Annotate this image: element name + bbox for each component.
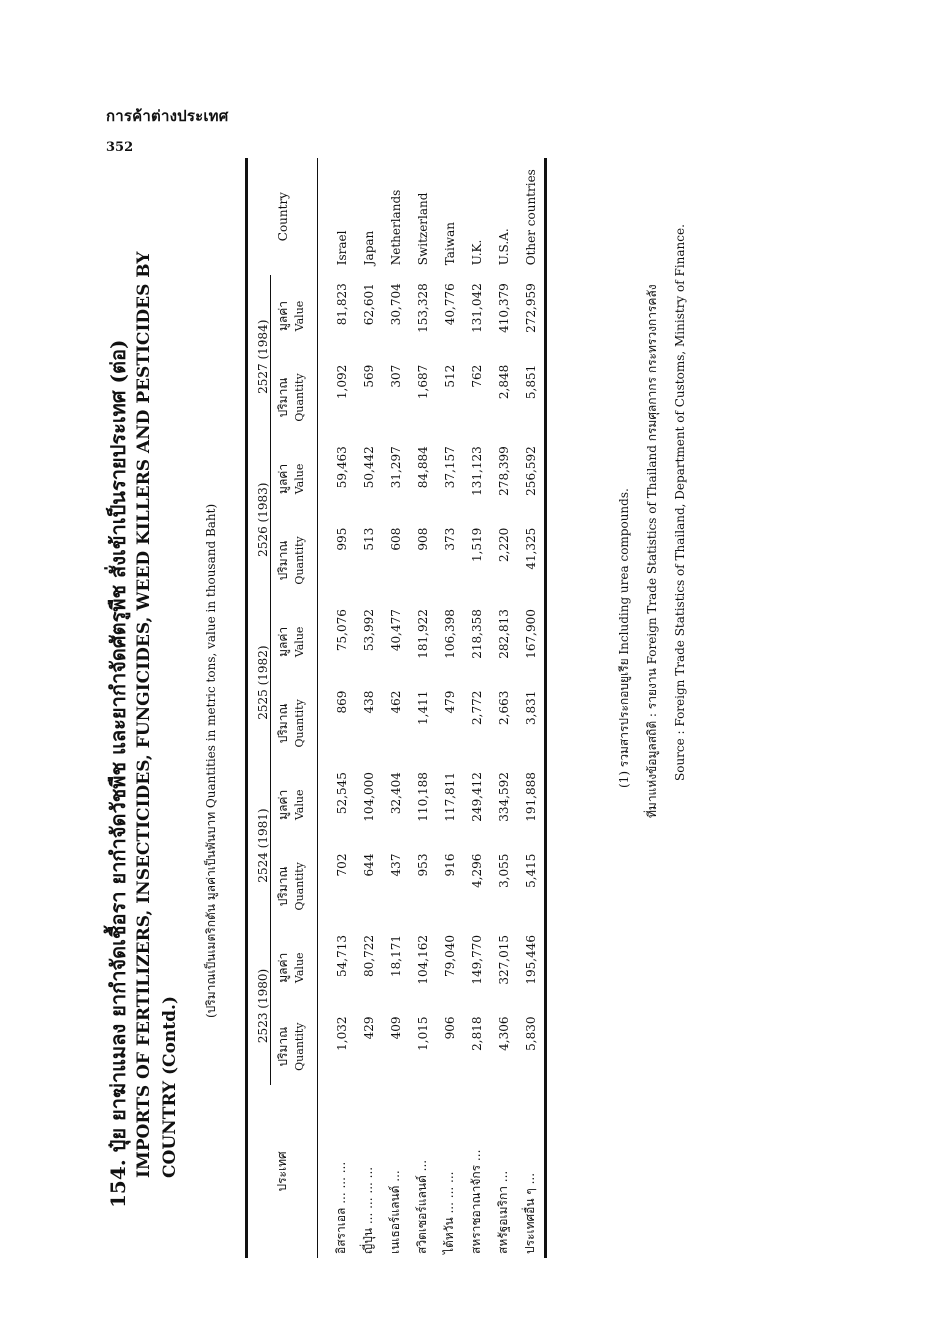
header-quantity-th: ปริมาณ xyxy=(276,540,290,581)
quantity-cell: 1,032 xyxy=(334,1016,349,1051)
quantity-cell: 569 xyxy=(361,364,376,388)
header-value-en: Value xyxy=(293,764,318,845)
quantity-cell: 41,325 xyxy=(523,527,538,570)
quantity-cell: 5,830 xyxy=(523,1016,538,1051)
quantity-cell: 512 xyxy=(442,364,457,388)
value-cell: 327,015 xyxy=(496,935,511,985)
table-row xyxy=(355,158,382,1258)
value-cell: 131,123 xyxy=(469,446,484,496)
quantity-cell: 702 xyxy=(334,853,349,877)
quantity-cell: 995 xyxy=(334,527,349,551)
header-value-th: มูลค่า xyxy=(276,952,290,983)
value-cell: 249,412 xyxy=(469,772,484,822)
value-cell: 79,040 xyxy=(442,935,457,978)
value-cell: 110,188 xyxy=(415,772,430,822)
quantity-cell: 608 xyxy=(388,527,403,551)
quantity-cell: 5,415 xyxy=(523,853,538,888)
quantity-cell: 762 xyxy=(469,364,484,388)
value-cell: 53,992 xyxy=(361,609,376,652)
country-name-th: สวิตเซอร์แลนด์ ... xyxy=(415,1159,429,1254)
country-name-th: เนเธอร์แลนด์ ... xyxy=(388,1170,402,1254)
value-cell: 37,157 xyxy=(442,446,457,489)
country-name-th: ประเทศอื่น ๆ ... xyxy=(523,1172,537,1254)
value-cell: 278,399 xyxy=(496,446,511,496)
quantity-cell: 1,519 xyxy=(469,527,484,563)
quantity-cell: 2,848 xyxy=(496,364,511,400)
quantity-cell: 1,687 xyxy=(415,364,430,400)
value-cell: 191,888 xyxy=(523,772,538,822)
header-quantity-th: ปริมาณ xyxy=(276,377,290,418)
header-quantity-th: ปริมาณ xyxy=(276,866,290,907)
value-cell: 30,704 xyxy=(388,283,403,326)
rotated-table-page xyxy=(90,148,830,1268)
value-cell: 149,770 xyxy=(469,935,484,985)
country-name-en: Netherlands xyxy=(388,189,403,266)
table-row xyxy=(490,158,517,1258)
quantity-cell: 438 xyxy=(361,690,376,714)
table-row xyxy=(328,158,355,1258)
quantity-cell: 916 xyxy=(442,853,457,877)
value-cell: 104,000 xyxy=(361,772,376,822)
quantity-cell: 437 xyxy=(388,853,403,877)
country-name-en: Israel xyxy=(334,230,349,266)
value-cell: 218,358 xyxy=(469,609,484,659)
header-value-en: Value xyxy=(293,601,318,682)
header-quantity-en: Quantity xyxy=(293,846,318,927)
quantity-cell: 1,411 xyxy=(415,690,430,725)
country-name-en: Taiwan xyxy=(442,222,457,266)
header-country-th: ประเทศ xyxy=(247,1085,318,1258)
value-cell: 256,592 xyxy=(523,446,538,496)
header-value-th: มูลค่า xyxy=(276,300,290,332)
quantity-cell: 3,055 xyxy=(496,853,511,888)
table-row xyxy=(382,158,409,1258)
value-cell: 106,398 xyxy=(442,609,457,659)
footnote: (1) รวมสารประกอบยูเรีย Including urea compounds. xyxy=(617,488,631,788)
value-cell: 59,463 xyxy=(334,446,349,489)
value-cell: 81,823 xyxy=(334,283,349,326)
value-cell: 52,545 xyxy=(334,772,349,815)
country-name-en: Japan xyxy=(361,230,376,266)
quantity-cell: 373 xyxy=(442,527,457,551)
country-name-en: Other countries xyxy=(523,169,538,266)
table-row xyxy=(436,158,463,1258)
running-head: การค้าต่างประเทศ xyxy=(106,107,229,125)
value-cell: 195,446 xyxy=(523,935,538,985)
header-year: 2527 (1984) xyxy=(247,275,271,438)
value-cell: 272,959 xyxy=(523,283,538,333)
header-value-th: มูลค่า xyxy=(276,626,290,657)
value-cell: 62,601 xyxy=(361,283,376,326)
header-year: 2526 (1983) xyxy=(247,438,271,601)
header-quantity-en: Quantity xyxy=(293,357,318,438)
value-cell: 282,813 xyxy=(496,609,511,659)
country-name-th: ไต้หวัน ... ... ... xyxy=(442,1171,456,1254)
value-cell: 18,171 xyxy=(388,935,403,978)
value-cell: 167,900 xyxy=(523,609,538,659)
value-cell: 80,722 xyxy=(361,935,376,978)
header-value-en: Value xyxy=(293,927,318,1008)
header-year: 2525 (1982) xyxy=(247,601,271,764)
quantity-cell: 869 xyxy=(334,690,349,714)
header-value-th: มูลค่า xyxy=(276,463,290,494)
value-cell: 410,379 xyxy=(496,283,511,333)
value-cell: 153,328 xyxy=(415,283,430,333)
unit-note: (ปริมาณเป็นเมตริกตัน มูลค่าเป็นพันบาท Quantities in metric tons, value in thousand Baht) xyxy=(204,503,218,1018)
quantity-cell: 3,831 xyxy=(523,690,538,725)
header-quantity-th: ปริมาณ xyxy=(276,703,290,744)
title-english-line1: IMPORTS OF FERTILIZERS, INSECTICIDES, FUNGICIDES, WEED KILLERS AND PESTICIDES BY xyxy=(134,251,154,1178)
country-name-th: สหราชอาณาจักร ... xyxy=(469,1149,483,1254)
country-name-th: สหรัฐอเมริกา ... xyxy=(496,1170,510,1254)
header-quantity-en: Quantity xyxy=(293,683,318,764)
header-value-th: มูลค่า xyxy=(276,789,290,820)
header-value-en: Value xyxy=(293,275,318,356)
value-cell: 84,884 xyxy=(415,446,430,489)
quantity-cell: 4,296 xyxy=(469,853,484,888)
quantity-cell: 2,220 xyxy=(496,527,511,563)
country-name-en: U.K. xyxy=(469,239,484,266)
table-title xyxy=(105,148,183,1208)
country-name-en: Switzerland xyxy=(415,192,430,266)
value-cell: 32,404 xyxy=(388,772,403,815)
source-thai: ที่มาแห่งข้อมูลสถิติ : รายงาน Foreign Trade Statistics of Thailand กรมศุลกากร กระทรวงการคลัง xyxy=(645,284,659,818)
quantity-cell: 2,772 xyxy=(469,690,484,725)
value-cell: 50,442 xyxy=(361,446,376,489)
page-number: 352 xyxy=(106,140,134,155)
title-thai: 154. ปุ๋ย ยาฆ่าแมลง ยากำจัดเชื้อรา ยากำจัดวัชพืช และยากำจัดศัตรูพืช สั่งเข้าเป็นรายประเทศ (ต่อ) xyxy=(106,339,130,1208)
table-row xyxy=(463,158,490,1258)
header-year: 2523 (1980) xyxy=(247,927,271,1085)
quantity-cell: 2,663 xyxy=(496,690,511,725)
value-cell: 31,297 xyxy=(388,446,403,489)
quantity-cell: 409 xyxy=(388,1016,403,1040)
quantity-cell: 644 xyxy=(361,853,376,877)
header-year: 2524 (1981) xyxy=(247,764,271,927)
header-country-en: Country xyxy=(247,158,318,275)
value-cell: 54,713 xyxy=(334,935,349,978)
value-cell: 131,042 xyxy=(469,283,484,333)
quantity-cell: 908 xyxy=(415,527,430,551)
imports-table xyxy=(245,158,557,1258)
header-quantity-en: Quantity xyxy=(293,520,318,601)
table-row xyxy=(409,158,436,1258)
quantity-cell: 462 xyxy=(388,690,403,714)
value-cell: 40,776 xyxy=(442,283,457,326)
quantity-cell: 1,015 xyxy=(415,1016,430,1051)
country-name-th: อิสราเอล ... ... ... xyxy=(334,1161,348,1254)
header-year-row xyxy=(247,158,271,1258)
quantity-cell: 479 xyxy=(442,690,457,714)
value-cell: 117,811 xyxy=(442,772,457,822)
quantity-cell: 5,851 xyxy=(523,364,538,400)
value-cell: 334,592 xyxy=(496,772,511,822)
quantity-cell: 2,818 xyxy=(469,1016,484,1051)
quantity-cell: 307 xyxy=(388,364,403,388)
country-name-th: ญี่ปุ่น ... ... ... ... xyxy=(361,1166,375,1254)
quantity-cell: 953 xyxy=(415,853,430,877)
quantity-cell: 1,092 xyxy=(334,364,349,400)
quantity-cell: 429 xyxy=(361,1016,376,1040)
value-cell: 75,076 xyxy=(334,609,349,652)
value-cell: 104,162 xyxy=(415,935,430,985)
value-cell: 181,922 xyxy=(415,609,430,659)
quantity-cell: 4,306 xyxy=(496,1016,511,1051)
title-english-line2: COUNTRY (Contd.) xyxy=(160,996,180,1178)
source-english: Source : Foreign Trade Statistics of Thailand, Department of Customs, Ministry of Finance. xyxy=(673,224,687,781)
header-value-en: Value xyxy=(293,438,318,519)
table-notes xyxy=(610,148,694,818)
header-quantity-en: Quantity xyxy=(293,1008,318,1084)
country-name-en: U.S.A. xyxy=(496,228,511,266)
table-row xyxy=(517,158,546,1258)
value-cell: 40,477 xyxy=(388,609,403,652)
header-quantity-th: ปริมาณ xyxy=(276,1026,290,1067)
quantity-cell: 906 xyxy=(442,1016,457,1040)
quantity-cell: 513 xyxy=(361,527,376,551)
